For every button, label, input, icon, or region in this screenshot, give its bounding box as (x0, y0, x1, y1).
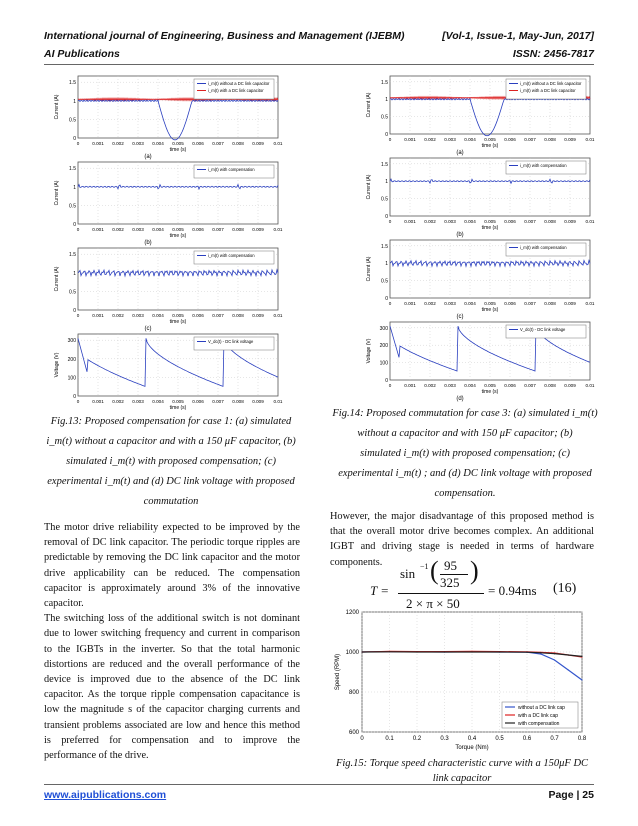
legend-entry: with a DC link cap (518, 713, 559, 719)
eq-fraction-bar (398, 593, 484, 594)
y-tick-label: 0.5 (69, 203, 76, 210)
y-tick-label: 0.5 (69, 117, 76, 124)
panel-sublabel: (c) (144, 326, 152, 332)
x-tick-label: 0.005 (484, 137, 496, 142)
x-tick-label: 0.001 (92, 141, 104, 146)
plot-panel (54, 248, 283, 332)
data-point (540, 652, 541, 653)
y-tick-label: 0.5 (381, 114, 388, 121)
eq-num-top: 95 (444, 558, 457, 573)
x-tick-label: 0.8 (577, 736, 587, 742)
x-tick-label: 0.007 (524, 137, 536, 142)
data-point (471, 651, 472, 652)
y-tick-label: 0 (73, 394, 76, 400)
x-tick-label: 0.007 (212, 313, 224, 318)
x-tick-label: 0 (76, 227, 80, 232)
x-tick-label: 0.001 (404, 137, 416, 142)
x-tick-label: 0.006 (192, 227, 204, 232)
x-tick-label: 0.007 (524, 383, 536, 388)
eq-rhs: = 0.94ms (488, 583, 537, 598)
eq-paren-right: ) (470, 556, 479, 585)
paragraph: The motor drive reliability expected to be improved by the removal of DC link capacitor. The periodic torque ripples are predictable by removing the DC link capacitor and the motor drive applicability can be reduced. The compensation capacitor is approximately around 3% of the innovative capacitor. (44, 522, 300, 610)
x-tick-label: 0.006 (504, 383, 516, 388)
x-tick-label: 0.007 (524, 301, 536, 306)
x-tick-label: 0.003 (132, 141, 144, 146)
caption-line: Fig.15: Torque speed characteristic curve with a 150μF DC (335, 758, 589, 769)
y-tick-label: 0.5 (69, 289, 76, 296)
footer-url[interactable]: www.aipublications.com (44, 789, 167, 801)
legend-entry: i_m(t) with compensation (208, 167, 255, 172)
figure-15-caption (330, 756, 594, 786)
caption-line: experimental i_m(t) ; and (d) DC link voltage with proposed (338, 468, 592, 479)
plot-panel (366, 322, 595, 402)
legend-entry: i_m(t) with compensation (520, 245, 567, 250)
x-tick-label: 0.002 (112, 313, 124, 318)
y-tick-label: 1000 (345, 650, 359, 656)
x-tick-label: 0.009 (252, 141, 264, 146)
journal-title: International journal of Engineering, Business and Management (IJEBM) (44, 30, 405, 42)
data-point (554, 653, 555, 654)
x-tick-label: 0 (388, 383, 392, 388)
x-tick-label: 0 (76, 141, 80, 146)
x-tick-label: 0.008 (544, 301, 556, 306)
x-tick-label: 0.006 (504, 137, 516, 142)
y-tick-label: 0.5 (381, 196, 388, 203)
y-tick-label: 300 (67, 338, 76, 345)
footer-rule (44, 784, 594, 785)
y-tick-label: 1 (385, 261, 388, 268)
y-tick-label: 100 (379, 360, 388, 367)
y-axis-label: Speed (RPM) (335, 653, 341, 691)
panel-sublabel: (d) (456, 396, 464, 402)
legend-entry: i_m(t) without a DC link capacitor (520, 81, 582, 86)
x-tick-label: 0.009 (564, 219, 576, 224)
panel-sublabel: (b) (456, 232, 464, 238)
y-axis-label: Current (A) (366, 92, 372, 118)
x-tick-label: 0.007 (524, 219, 536, 224)
figure-13-caption (44, 412, 298, 512)
x-tick-label: 0.002 (424, 137, 436, 142)
y-tick-label: 1.5 (69, 252, 76, 259)
x-tick-label: 0.009 (564, 137, 576, 142)
x-tick-label: 0.003 (132, 313, 144, 318)
x-tick-label: 0.009 (252, 399, 264, 404)
caption-line: link capacitor (432, 773, 492, 784)
x-tick-label: 0.003 (444, 219, 456, 224)
caption-line: simulated i_m(t) with proposed compensation; (c) (360, 448, 570, 459)
x-axis-label: time (s) (169, 319, 187, 325)
x-tick-label: 0 (76, 399, 80, 404)
y-axis-label: Current (A) (54, 94, 60, 120)
x-axis-label: time (s) (481, 307, 499, 313)
x-tick-label: 0.002 (112, 399, 124, 404)
eq-lhs: T = (370, 583, 390, 598)
data-point (568, 654, 569, 655)
x-tick-label: 0.007 (212, 227, 224, 232)
x-tick-label: 0.006 (192, 399, 204, 404)
plot-panel (366, 240, 595, 320)
left-column-text (44, 520, 300, 763)
plot-panel (54, 162, 283, 246)
legend-entry: i_m(t) with compensation (520, 163, 567, 168)
x-axis-label: time (s) (169, 233, 187, 239)
x-tick-label: 0 (76, 313, 80, 318)
figure-14-caption (330, 404, 600, 504)
x-tick-label: 0.005 (484, 301, 496, 306)
legend-entry: with compensation (518, 721, 560, 727)
x-tick-label: 0.005 (172, 313, 184, 318)
y-tick-label: 1 (73, 184, 76, 191)
x-tick-label: 0 (360, 736, 364, 742)
y-tick-label: 0 (73, 136, 76, 142)
x-tick-label: 0.01 (273, 399, 283, 404)
x-tick-label: 0.002 (112, 141, 124, 146)
eq-denominator: 2 × π × 50 (406, 596, 460, 611)
x-tick-label: 0.007 (212, 399, 224, 404)
legend-entry: i_m(t) without a DC link capacitor (208, 81, 270, 86)
x-tick-label: 0.008 (232, 399, 244, 404)
y-axis-label: Voltage (V) (366, 338, 372, 364)
x-tick-label: 0.002 (424, 383, 436, 388)
x-tick-label: 0.001 (404, 301, 416, 306)
eq-sup: −1 (420, 562, 429, 571)
caption-line: experimental i_m(t) and (d) DC link voltage with proposed (47, 476, 295, 487)
x-tick-label: 0.001 (92, 399, 104, 404)
y-axis-label: Current (A) (54, 180, 60, 206)
legend-entry: V_dc(t) - DC link voltage (208, 339, 254, 344)
x-tick-label: 0.006 (192, 313, 204, 318)
y-tick-label: 200 (67, 356, 76, 363)
y-tick-label: 1.5 (69, 166, 76, 173)
caption-line: i_m(t) without a capacitor and with a 150 μF capacitor, (b) (46, 436, 296, 447)
x-tick-label: 0.004 (464, 301, 476, 306)
x-tick-label: 0.003 (132, 399, 144, 404)
paragraph: However, the major disadvantage of this proposed method is that the overall motor drive becomes complex. An additional IGBT and driving stage is needed in terms of hardware components. (330, 511, 594, 568)
y-tick-label: 1 (73, 98, 76, 105)
x-tick-label: 0.004 (152, 313, 164, 318)
caption-line: compensation. (434, 488, 496, 499)
y-tick-label: 0 (385, 132, 388, 138)
y-tick-label: 0 (385, 296, 388, 302)
caption-line: without a capacitor and with 150 μF capacitor; (b) (357, 428, 573, 439)
issn: ISSN: 2456-7817 (512, 48, 594, 60)
plot-panel (54, 334, 283, 412)
x-axis-label: time (s) (481, 225, 499, 231)
y-tick-label: 600 (348, 730, 359, 736)
eq-func: sin (400, 566, 416, 581)
x-tick-label: 0.008 (544, 137, 556, 142)
y-tick-label: 800 (348, 690, 359, 696)
panel-sublabel: (a) (456, 150, 464, 156)
x-tick-label: 0.003 (444, 301, 456, 306)
eq-number: (16) (553, 581, 577, 596)
x-tick-label: 0.01 (585, 219, 595, 224)
y-tick-label: 200 (379, 343, 388, 350)
y-axis-label: Current (A) (366, 256, 372, 282)
x-tick-label: 0.009 (252, 313, 264, 318)
caption-line: Fig.13: Proposed compensation for case 1: (a) simulated (50, 416, 292, 427)
x-tick-label: 0.009 (564, 301, 576, 306)
x-tick-label: 0.7 (550, 736, 559, 742)
panel-sublabel: (b) (144, 240, 152, 246)
x-tick-label: 0.002 (424, 301, 436, 306)
publisher: AI Publications (44, 48, 120, 60)
data-point (526, 652, 527, 653)
x-tick-label: 0.005 (484, 383, 496, 388)
eq-num-bot: 325 (440, 575, 460, 590)
y-tick-label: 1 (385, 97, 388, 104)
x-tick-label: 0.01 (585, 137, 595, 142)
data-point (444, 651, 445, 652)
legend-entry: i_m(t) with compensation (208, 253, 255, 258)
eq-paren-left: ( (430, 556, 439, 585)
caption-line: simulated i_m(t) with proposed compensation; (c) (66, 456, 276, 467)
x-tick-label: 0.009 (252, 227, 264, 232)
header-rule (44, 64, 594, 65)
plot-panel (366, 76, 595, 156)
x-tick-label: 0.008 (232, 313, 244, 318)
plot-panel (54, 76, 283, 160)
figure-13 (52, 72, 284, 412)
x-tick-label: 0.002 (112, 227, 124, 232)
y-tick-label: 1 (73, 270, 76, 277)
x-tick-label: 0.006 (192, 141, 204, 146)
page-number: Page | 25 (548, 789, 594, 801)
x-tick-label: 0.008 (544, 219, 556, 224)
plot-panel (366, 158, 595, 238)
x-tick-label: 0.4 (467, 736, 477, 742)
x-tick-label: 0.005 (172, 141, 184, 146)
x-tick-label: 0.004 (464, 219, 476, 224)
x-tick-label: 0.008 (232, 141, 244, 146)
data-point (416, 651, 417, 652)
x-axis-label: time (s) (481, 389, 499, 395)
panel-sublabel: (a) (144, 154, 152, 160)
x-tick-label: 0.008 (232, 227, 244, 232)
x-tick-label: 0.01 (585, 383, 595, 388)
panel-sublabel: (c) (456, 314, 464, 320)
x-tick-label: 0.004 (464, 137, 476, 142)
caption-line: Fig.14: Proposed commutation for case 3: (a) simulated i_m(t) (332, 408, 598, 419)
x-tick-label: 0.2 (412, 736, 422, 742)
x-tick-label: 0 (388, 301, 392, 306)
y-tick-label: 1.5 (381, 79, 388, 86)
y-tick-label: 0 (73, 222, 76, 228)
y-tick-label: 1 (385, 179, 388, 186)
data-point (389, 651, 390, 652)
x-tick-label: 0 (388, 137, 392, 142)
y-tick-label: 0 (385, 214, 388, 220)
caption-line: commutation (143, 496, 199, 507)
x-tick-label: 0.01 (585, 301, 595, 306)
x-axis-label: time (s) (169, 405, 187, 411)
x-tick-label: 0.005 (172, 399, 184, 404)
x-tick-label: 0.004 (152, 399, 164, 404)
y-tick-label: 1.5 (381, 161, 388, 168)
x-axis-label: Torque (Nm) (455, 745, 489, 751)
x-tick-label: 0.3 (440, 736, 449, 742)
x-tick-label: 0.01 (273, 313, 283, 318)
x-tick-label: 0.001 (92, 227, 104, 232)
x-tick-label: 0.003 (444, 137, 456, 142)
x-tick-label: 0.01 (273, 227, 283, 232)
x-tick-label: 0.005 (484, 219, 496, 224)
x-tick-label: 0.001 (404, 219, 416, 224)
legend-entry: i_m(t) with a DC link capacitor (208, 88, 264, 93)
legend-entry: without a DC link cap (518, 705, 565, 711)
y-axis-label: Current (A) (366, 174, 372, 200)
y-axis-label: Current (A) (54, 266, 60, 292)
y-tick-label: 1.5 (69, 80, 76, 87)
x-tick-label: 0.001 (92, 313, 104, 318)
y-tick-label: 0.5 (381, 278, 388, 285)
y-tick-label: 100 (67, 375, 76, 382)
x-tick-label: 0.008 (544, 383, 556, 388)
data-point (499, 651, 500, 652)
x-tick-label: 0.5 (495, 736, 504, 742)
y-tick-label: 300 (379, 325, 388, 332)
figure-15-chart (332, 606, 594, 754)
x-tick-label: 0.6 (522, 736, 532, 742)
y-tick-label: 0 (385, 378, 388, 384)
data-point (554, 659, 555, 660)
x-tick-label: 0.002 (424, 219, 436, 224)
x-tick-label: 0.003 (132, 227, 144, 232)
y-axis-label: Voltage (V) (54, 352, 60, 378)
data-point (540, 653, 541, 654)
x-tick-label: 0.005 (172, 227, 184, 232)
x-axis-label: time (s) (481, 143, 499, 149)
paragraph: The switching loss of the additional switch is not dominant due to lower switching frequency and current in comparison to the IGBTs in the inverter. So that the total harmonic distortions are reduced and the overall performance of the device is improved due to the absence of the DC link capacitor. As the torque ripple compensation capacitance is low the magnitude s of the capacitor charging currents and transient problems associated are low and hence this method is preferred for compensation and to improve the performance of the drive. (44, 613, 300, 762)
x-tick-label: 0.003 (444, 383, 456, 388)
legend-entry: V_dc(t) - DC link voltage (520, 327, 566, 332)
x-tick-label: 0.001 (404, 383, 416, 388)
y-tick-label: 1200 (345, 610, 359, 616)
x-tick-label: 0.01 (273, 141, 283, 146)
x-tick-label: 0.004 (152, 227, 164, 232)
figure-14 (364, 72, 596, 402)
x-tick-label: 0.006 (504, 301, 516, 306)
x-tick-label: 0.004 (464, 383, 476, 388)
x-tick-label: 0.004 (152, 141, 164, 146)
x-tick-label: 0.007 (212, 141, 224, 146)
data-point (361, 651, 362, 652)
data-point (581, 656, 582, 657)
x-tick-label: 0.009 (564, 383, 576, 388)
data-point (568, 669, 569, 670)
y-tick-label: 1.5 (381, 243, 388, 250)
x-tick-label: 0.006 (504, 219, 516, 224)
volume-issue: [Vol-1, Issue-1, May-Jun, 2017] (442, 30, 594, 42)
y-tick-label: 0 (73, 308, 76, 314)
x-axis-label: time (s) (169, 147, 187, 153)
x-tick-label: 0.1 (385, 736, 394, 742)
right-column-text (330, 509, 594, 570)
data-point (581, 679, 582, 680)
x-tick-label: 0 (388, 219, 392, 224)
legend-entry: i_m(t) with a DC link capacitor (520, 88, 576, 93)
